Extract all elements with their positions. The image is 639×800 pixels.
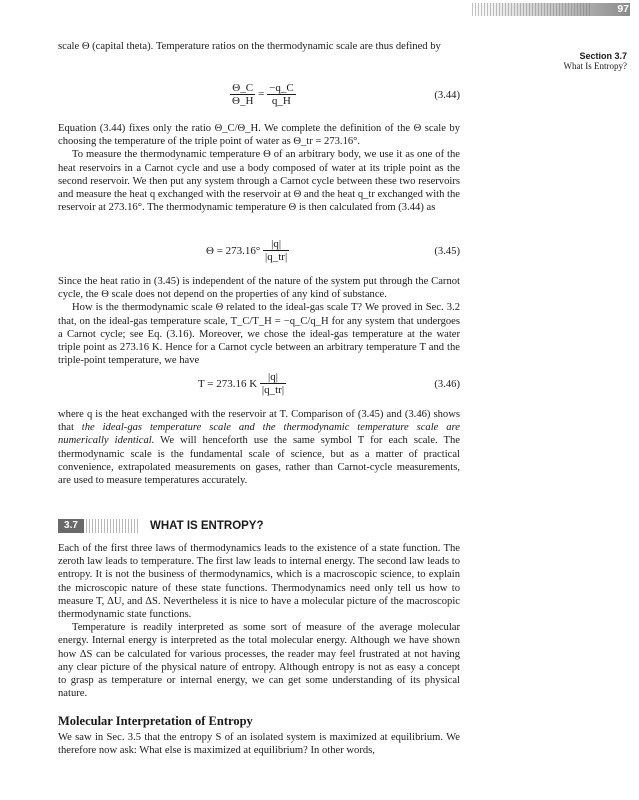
- paragraph: scale Θ (capital theta). Temperature ratios on the thermodynamic scale are thus defined by: [58, 41, 441, 52]
- equation-3-45: [58, 238, 460, 268]
- equation-3-46: [58, 371, 460, 401]
- section-running-title: What Is Entropy?: [563, 61, 627, 71]
- eq-fraction-lhs: [230, 82, 255, 107]
- section-heading: [58, 519, 460, 533]
- section-label: Section 3.7: [579, 51, 627, 61]
- equation-3-44: [58, 82, 460, 112]
- eq-numerator: |q|: [263, 238, 289, 251]
- running-head: [564, 51, 627, 71]
- eq-fraction: [260, 371, 286, 396]
- paragraph: How is the thermodynamic scale Θ related to the ideal-gas scale T? We proved in Sec. 3.2 that, on the ideal-gas temperature scale, T_C/T_H = −q_C/q_H for any system that undergoes a Carnot cycle; see Eq. (3.16). Moreover, we chose the ideal-gas temperature at the water triple point as 273.16 K. Hence for a Carnot cycle between an arbitrary temperature T and the triple-point temperature, we have: [58, 302, 460, 367]
- paragraph: Temperature is readily interpreted as some sort of measure of the average molecular energy. Internal energy is interpreted as the total molecular energy. Although we have shown how ΔS can be calculated for various processes, the reader may feel frustrated at not having any clear picture of the physical nature of entropy. Although entropy is not as easy a concept to grasp as temperature or internal energy, we can get some understanding of its physical nature.: [58, 622, 460, 700]
- paragraph-block-5: [58, 731, 460, 757]
- paragraph-block-3: [58, 408, 460, 487]
- top-paragraph: [58, 40, 460, 53]
- eq-lhs: Θ = 273.16°: [206, 244, 261, 257]
- paragraph: where q is the heat exchanged with the reservoir at T. Comparison of (3.45) and (3.46) shows that the ideal-gas temperature scale and the thermodynamic temperature scale are numerically identical. We will henceforth use the same symbol T for each scale. The thermodynamic scale is the fundamental scale of science, but as a matter of practical convenience, extrapolated measurements on gases, rather than Carnot-cycle measurements, are used to measure temperatures accurately.: [58, 409, 460, 487]
- paragraph: Each of the first three laws of thermodynamics leads to the existence of a state function. The zeroth law leads to temperature. The first law leads to internal energy. The second law leads to entropy. It is not the business of thermodynamics, which is a macroscopic science, to explain the microscopic nature of these state functions. Thermodynamics need only tell us how to measure T, ΔU, and ΔS. Nevertheless it is nice to have a molecular picture of the macroscopic thermodynamic state functions.: [58, 543, 460, 621]
- eq-denominator: |q_tr|: [265, 251, 288, 263]
- equation-number: (3.45): [434, 246, 460, 257]
- eq-denominator: Θ_H: [232, 95, 254, 107]
- paragraph-block-2: [58, 275, 460, 367]
- eq-equals: =: [258, 88, 265, 101]
- subheading: Molecular Interpretation of Entropy: [58, 714, 253, 728]
- paragraph: Since the heat ratio in (3.45) is independent of the nature of the system put through the Carnot cycle, the Θ scale does not depend on the properties of any kind of substance.: [58, 276, 460, 301]
- equation-number: (3.46): [434, 379, 460, 390]
- section-number: 3.7: [58, 519, 84, 533]
- eq-fraction-rhs: [267, 82, 296, 107]
- eq-numerator: −q_C: [269, 82, 294, 94]
- paragraph: To measure the thermodynamic temperature Θ of an arbitrary body, we use it as one of the heat reservoirs in a Carnot cycle and use a body composed of water at its triple point as the second reservoir. We then put any system through a Carnot cycle between these two reservoirs and measure the heat q exchanged with the reservoir at Θ and the heat q_tr exchanged with the reservoir at 273.16°. The thermodynamic temperature Θ is then calculated from (3.44) as: [58, 149, 460, 214]
- paragraph-block-4: [58, 542, 460, 700]
- eq-numerator: |q|: [260, 371, 286, 384]
- eq-denominator: |q_tr|: [261, 384, 285, 396]
- eq-numerator: Θ_C: [230, 82, 255, 95]
- paragraph: Equation (3.44) fixes only the ratio Θ_C/Θ_H. We complete the definition of the Θ scale by choosing the temperature of the triple point of water as Θ_tr = 273.16°.: [58, 123, 460, 148]
- page-number: 97: [617, 3, 629, 15]
- eq-denominator: q_H: [271, 95, 291, 107]
- header-band: [470, 3, 630, 16]
- equation-number: (3.44): [434, 90, 460, 101]
- eq-fraction: [263, 238, 289, 263]
- section-title: WHAT IS ENTROPY?: [150, 520, 264, 532]
- heading-decoration: [86, 519, 140, 533]
- paragraph-block-1: [58, 122, 460, 214]
- paragraph: We saw in Sec. 3.5 that the entropy S of an isolated system is maximized at equilibrium. We therefore now ask: What else is maximized at equilibrium? In other words,: [58, 732, 460, 757]
- emphasis: the ideal-gas temperature scale and the thermodynamic temperature scale are numerically identical.: [58, 422, 460, 447]
- eq-lhs: T = 273.16 K: [198, 377, 258, 390]
